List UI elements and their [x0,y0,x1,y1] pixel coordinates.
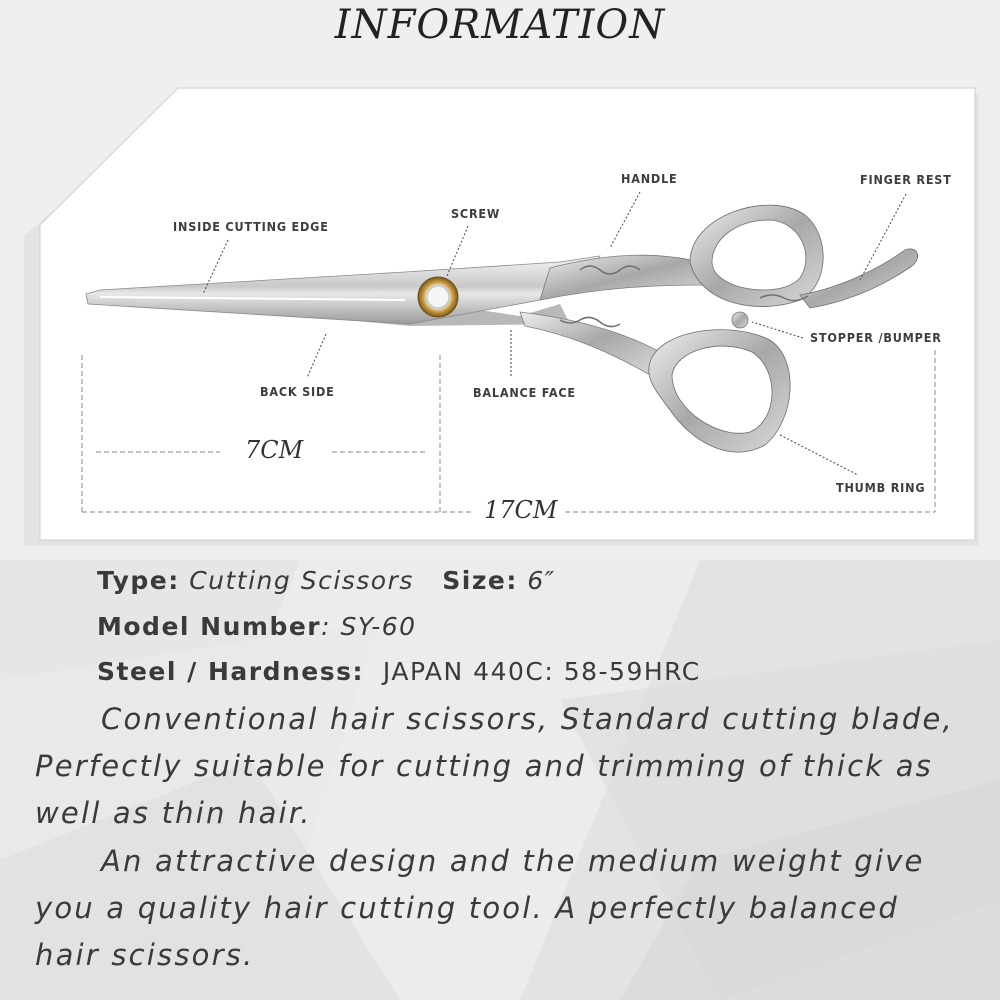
paragraph-1-text: Conventional hair scissors, Standard cutting blade, Perfectly suitable for cutting and trimming of thick as well as thin hair. [35,702,954,830]
steel-value: JAPAN 440C: 58-59HRC [382,657,701,686]
label-inside-cutting-edge: INSIDE CUTTING EDGE [173,219,329,234]
type-value: Cutting Scissors [189,566,414,595]
spec-model [97,612,417,641]
dimension-blade-length: 7CM [245,436,304,464]
description-paragraph-1 [35,696,975,837]
model-label: Model Number [97,612,322,641]
model-value: : SY-60 [321,612,417,641]
card-background [40,88,975,540]
spec-steel [97,657,701,686]
label-stopper-bumper: STOPPER /BUMPER [810,330,942,345]
label-back-side: BACK SIDE [260,384,335,399]
label-handle: HANDLE [621,171,678,186]
paragraph-2-text: An attractive design and the medium weight give you a quality hair cutting tool. A perfectly balanced hair scissors. [35,844,925,972]
size-label: Size: [442,566,518,595]
label-screw: SCREW [451,206,501,221]
spec-type-size [97,566,556,595]
dimension-total-length: 17CM [484,496,558,524]
label-thumb-ring: THUMB RING [836,480,926,495]
page-title: INFORMATION [334,2,666,48]
label-finger-rest: FINGER REST [860,172,952,187]
label-balance-face: BALANCE FACE [473,385,576,400]
steel-label: Steel / Hardness: [97,657,365,686]
size-value: 6″ [527,566,556,595]
description-paragraph-2 [35,838,975,979]
type-label: Type: [97,566,180,595]
